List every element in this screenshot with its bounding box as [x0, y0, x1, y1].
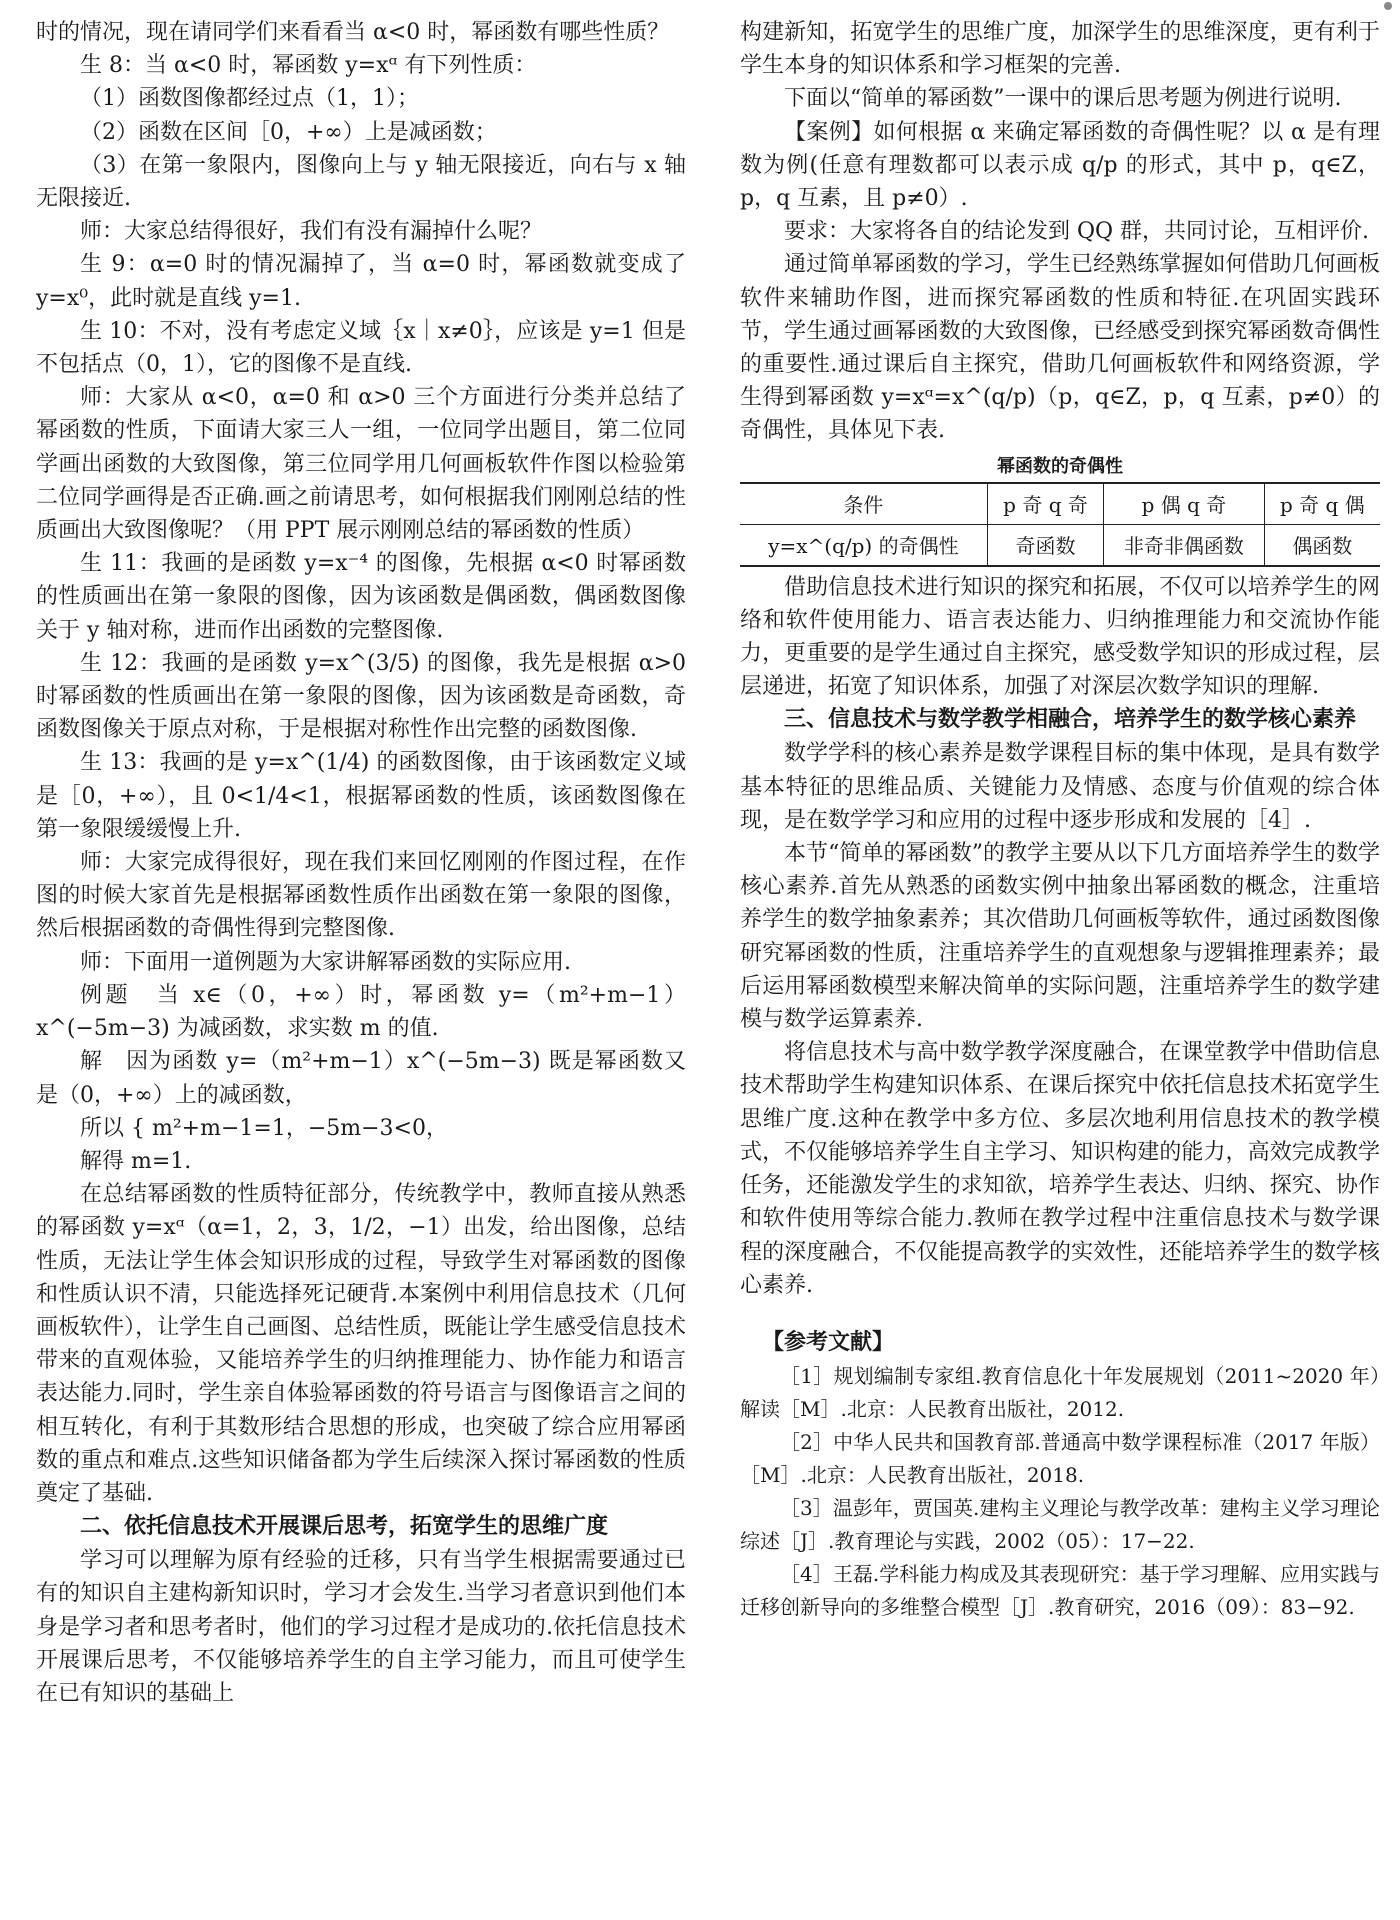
table-cell: 奇函数	[987, 524, 1103, 566]
paragraph: 在总结幂函数的性质特征部分，传统教学中，教师直接从熟悉的幂函数 y=xᵅ（α=1，2，3，1/2，−1）出发，给出图像，总结性质，无法让学生体会知识形成的过程，导致学生对幂函数的图像和性质认识不清，只能选择死记硬背.本案例中利用信息技术（几何画板软件），让学生自己画图、总结性质，既能让学生感受信息技术带来的直观体验，又能培养学生的归纳推理能力、协作能力和语言表达能力.同时，学生亲自体验幂函数的符号语言与图像语言之间的相互转化，有利于其数形结合思想的形成，也突破了综合应用幂函数的重点和难点.这些知识储备都为学生后续深入探讨幂函数的性质奠定了基础.	[36, 1182, 686, 1506]
table-header-cell: 条件	[740, 483, 987, 525]
table-header-cell: p 奇 q 奇	[987, 483, 1103, 525]
paragraph: （1）函数图像都经过点（1，1）；	[80, 86, 419, 112]
paragraph: 解得 m=1.	[80, 1148, 192, 1174]
paragraph: 数学学科的核心素养是数学课程目标的集中体现，是具有数学基本特征的思维品质、关键能力及情感、态度与价值观的综合体现，是在数学学习和应用的过程中逐步形成和发展的［4］.	[740, 741, 1380, 833]
table-header-row	[740, 483, 1380, 525]
right-column-body	[740, 571, 1380, 1302]
table-caption: 幂函数的奇偶性	[997, 455, 1123, 477]
paragraph: 师：大家总结得很好，我们有没有漏掉什么呢？	[80, 219, 543, 245]
paragraph: （3）在第一象限内，图像向上与 y 轴无限接近，向右与 x 轴无限接近.	[36, 152, 686, 212]
table-header-cell: p 奇 q 偶	[1264, 483, 1380, 525]
paragraph: 生 13：我画的是 y=x^(1/4) 的函数图像，由于该函数定义域是［0，+∞），且 0<1/4<1，根据幂函数的性质，该函数图像在第一象限缓缓慢上升.	[36, 750, 686, 842]
paragraph: 时的情况，现在请同学们来看看当 α<0 时，幂函数有哪些性质？	[36, 20, 670, 45]
left-column	[36, 16, 686, 1710]
scroll-indicator	[1384, 2, 1392, 10]
paragraph: 生 12：我画的是函数 y=x^(3/5) 的图像，我先是根据 α>0 时幂函数的性质画出在第一象限的图像，因为该函数是奇函数，奇函数图像关于原点对称，于是根据对称性作出完整的函数图像.	[36, 650, 686, 743]
paragraph: 将信息技术与高中数学教学深度融合，在课堂教学中借助信息技术帮助学生构建知识体系、在课后探究中依托信息技术拓宽学生思维广度.这种在教学中多方位、多层次地利用信息技术的教学模式，不仅能够培养学生自主学习、知识构建的能力，高效完成教学任务，还能激发学生的求知欲，培养学生表达、归纳、探究、协作和软件使用等综合能力.教师在教学过程中注重信息技术与数学课程的深度融合，不仅能提高教学的实效性，还能培养学生的数学核心素养.	[740, 1040, 1380, 1298]
table-row-label: y=x^(q/p) 的奇偶性	[740, 524, 987, 566]
reference-item: ［1］规划编制专家组.教育信息化十年发展规划（2011~2020 年）解读［M］.北京：人民教育出版社，2012.	[740, 1363, 1380, 1421]
reference-item: ［2］中华人民共和国教育部.普通高中数学课程标准（2017 年版）［M］.北京：人民教育出版社，2018.	[740, 1429, 1380, 1487]
paragraph: 生 11：我画的是函数 y=x⁻⁴ 的图像，先根据 α<0 时幂函数的性质画出在第一象限的图像，因为该函数是偶函数，偶函数图像关于 y 轴对称，进而作出函数的完整图像.	[36, 551, 686, 643]
reference-item: ［3］温彭年，贾国英.建构主义理论与教学改革：建构主义学习理论综述［J］.教育理论与实践，2002（05）：17−22.	[740, 1495, 1380, 1553]
table-cell: 非奇非偶函数	[1104, 524, 1264, 566]
right-column	[740, 16, 1380, 1624]
paragraph: 师：大家从 α<0，α=0 和 α>0 三个方面进行分类并总结了幂函数的性质，下面请大家三人一组，一位同学出题目，第二位同学画出函数的大致图像，第三位同学用几何画板软件作图以检验第二位同学画得是否正确.画之前请思考，如何根据我们刚刚总结的性质画出大致图像呢？（用 PPT 展示刚刚总结的幂函数的性质）	[36, 385, 686, 544]
table-header-cell: p 偶 q 奇	[1104, 483, 1264, 525]
references-title: 【参考文献】	[762, 1329, 895, 1355]
paragraph: 例题 当 x∈（0，+∞）时，幂函数 y=（m²+m−1）x^(−5m−3) 为减函数，求实数 m 的值.	[36, 982, 686, 1042]
paragraph: 师：大家完成得很好，现在我们来回忆刚刚的作图过程，在作图的时候大家首先是根据幂函数性质作出函数在第一象限的图像，然后根据函数的奇偶性得到完整图像.	[36, 850, 686, 942]
paragraph: 构建新知，拓宽学生的思维广度，加深学生的思维深度，更有利于学生本身的知识体系和学习框架的完善.	[740, 20, 1380, 79]
paragraph: 所以 { m²+m−1=1，−5m−3<0，	[80, 1115, 448, 1141]
paragraph: 借助信息技术进行知识的探究和拓展，不仅可以培养学生的网络和软件使用能力、语言表达能力、归纳推理能力和交流协作能力，更重要的是学生通过自主探究，感受数学知识的形成过程，层层递进，拓宽了知识体系，加强了对深层次数学知识的理解.	[740, 574, 1380, 700]
reference-item: ［4］王磊.学科能力构成及其表现研究：基于学习理解、应用实践与迁移创新导向的多维整合模型［J］.教育研究，2016（09）：83−92.	[740, 1561, 1380, 1619]
paragraph: 学习可以理解为原有经验的迁移，只有当学生根据需要通过已有的知识自主建构新知识时，学习才会发生.当学习者意识到他们本身是学习者和思考者时，他们的学习过程才是成功的.依托信息技术开展课后思考，不仅能够培养学生的自主学习能力，而且可使学生在已有知识的基础上	[36, 1548, 686, 1706]
paragraph: 通过简单幂函数的学习，学生已经熟练掌握如何借助几何画板软件来辅助作图，进而探究幂函数的性质和特征.在巩固实践环节，学生通过画幂函数的大致图像，已经感受到探究幂函数奇偶性的重要性.通过课后自主探究，借助几何画板软件和网络资源，学生得到幂函数 y=xᵅ=x^(q/p)（p，q∈Z，p，q 互素，p≠0）的奇偶性，具体见下表.	[740, 252, 1380, 444]
parity-table	[740, 482, 1380, 567]
right-column-intro	[740, 16, 1380, 448]
references-list	[740, 1360, 1380, 1624]
paragraph: 解 因为函数 y=（m²+m−1）x^(−5m−3) 既是幂函数又是（0，+∞）上的减函数，	[36, 1049, 686, 1108]
paragraph: 下面以“简单的幂函数”一课中的课后思考题为例进行说明.	[784, 86, 1342, 112]
paragraph: 【案例】如何根据 α 来确定幂函数的奇偶性呢？以 α 是有理数为例(任意有理数都可以表示成 q/p 的形式，其中 p，q∈Z，p，q 互素，且 p≠0）.	[740, 119, 1380, 212]
paragraph: 要求：大家将各自的结论发到 QQ 群，共同讨论，互相评价.	[784, 219, 1370, 245]
paragraph: 生 8：当 α<0 时，幂函数 y=xᵅ 有下列性质：	[80, 53, 537, 79]
table-row	[740, 524, 1380, 566]
section-heading: 三、信息技术与数学教学相融合，培养学生的数学核心素养	[784, 707, 1357, 733]
paragraph: 本节“简单的幂函数”的教学主要从以下几方面培养学生的数学核心素养.首先从熟悉的函数实例中抽象出幂函数的概念，注重培养学生的数学抽象素养；其次借助几何画板等软件，通过函数图像研究幂函数的性质，注重培养学生的直观想象与逻辑推理素养；最后运用幂函数模型来解决简单的实际问题，注重培养学生的数学建模与数学运算素养.	[740, 841, 1380, 1033]
paragraph: 生 10：不对，没有考虑定义域｛x｜x≠0｝，应该是 y=1 但是不包括点（0，1），它的图像不是直线.	[36, 318, 686, 378]
paragraph: （2）函数在区间［0，+∞）上是减函数；	[80, 119, 497, 145]
section-heading: 二、依托信息技术开展课后思考，拓宽学生的思维广度	[80, 1514, 609, 1540]
paragraph: 师：下面用一道例题为大家讲解幂函数的实际应用.	[80, 949, 571, 975]
table-cell: 偶函数	[1264, 524, 1380, 566]
paragraph: 生 9：α=0 时的情况漏掉了，当 α=0 时，幂函数就变成了 y=x⁰，此时就是直线 y=1.	[36, 252, 686, 311]
